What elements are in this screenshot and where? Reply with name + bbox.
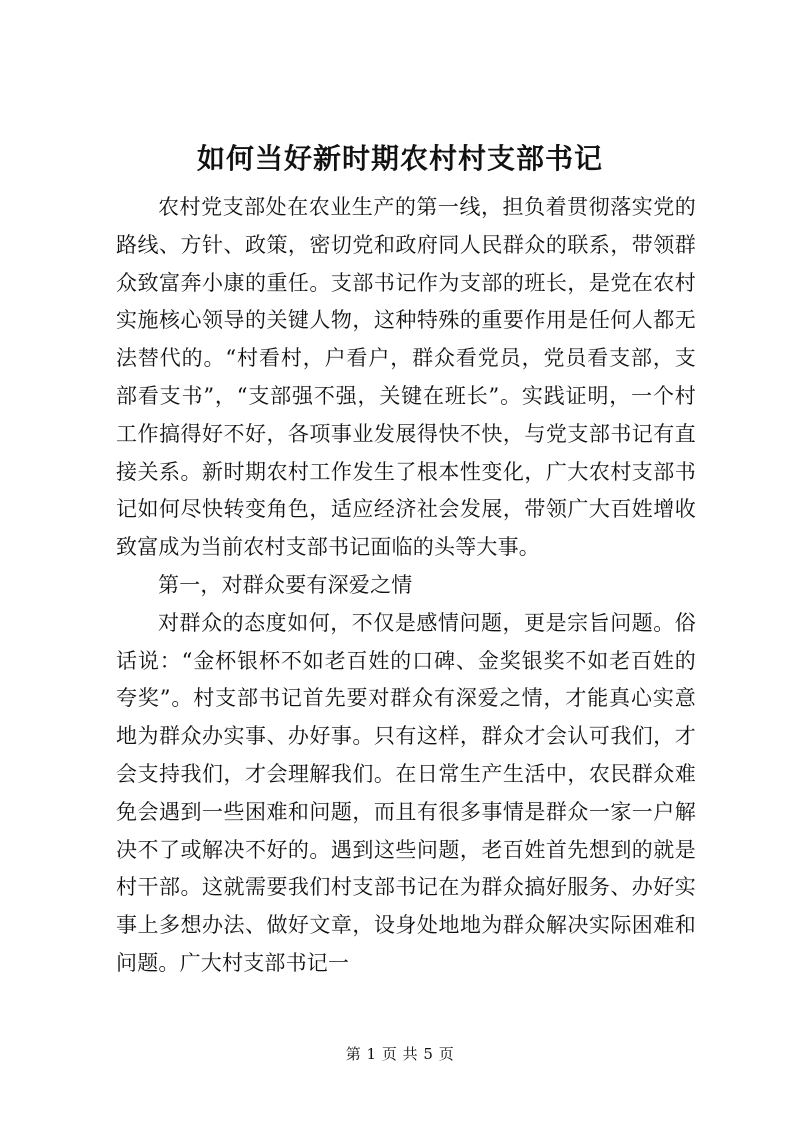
section-heading: 第一，对群众要有深爱之情 bbox=[158, 572, 413, 597]
section-paragraph: 对群众的态度如何，不仅是感情问题，更是宗旨问题。俗话说：“金杯银杯不如老百姓的口碑、金奖银奖不如老百姓的夸奖”。村支部书记首先要对群众有深爱之情，才能真心实意地为群众办实事、办好事。只有这样，群众才会认可我们，才会支持我们，才会理解我们。在日常生产生活中，农民群众难免会遇到一些困难和问题，而且有很多事情是群众一家一户解决不了或解决不好的。遇到这些问题，老百姓首先想到的就是村干部。这就需要我们村支部书记在为群众搞好服务、办好实事上多想办法、做好文章，设身处地地为群众解决实际困难和问题。广大村支部书记一 bbox=[116, 610, 696, 975]
page-number-footer: 第 1 页 共 5 页 bbox=[345, 1045, 455, 1063]
document-title: 如何当好新时期农村村支部书记 bbox=[196, 142, 603, 175]
document-body bbox=[116, 189, 696, 983]
intro-paragraph: 农村党支部处在农业生产的第一线，担负着贯彻落实党的路线、方针、政策，密切党和政府同人民群众的联系，带领群众致富奔小康的重任。支部书记作为支部的班长，是党在农村实施核心领导的关键人物，这种特殊的重要作用是任何人都无法替代的。“村看村，户看户，群众看党员，党员看支部，支部看支书”，“支部强不强，关键在班长”。实践证明，一个村工作搞得好不好，各项事业发展得快不快，与党支部书记有直接关系。新时期农村工作发生了根本性变化，广大农村支部书记如何尽快转变角色，适应经济社会发展，带领广大百姓增收致富成为当前农村支部书记面临的头等大事。 bbox=[116, 195, 696, 560]
